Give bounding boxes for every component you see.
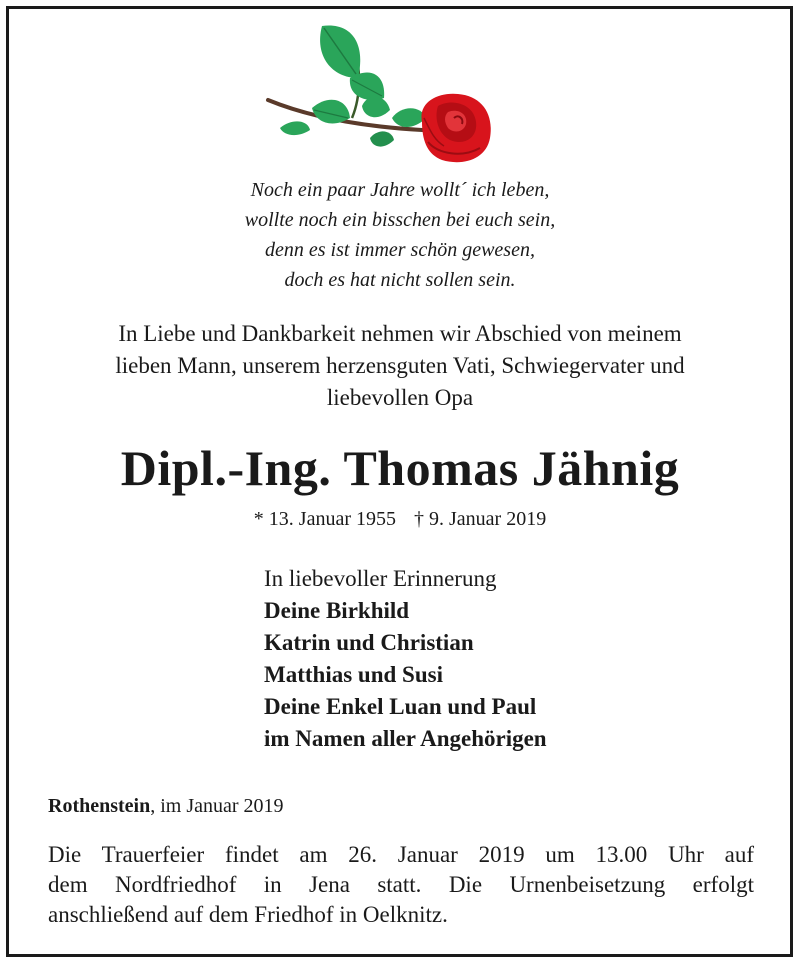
funeral-line-text: Die Trauerfeier findet am 26. Januar 2019 um 13.00 Uhr auf [48, 842, 754, 867]
life-dates [0, 505, 800, 533]
funeral-line-text: dem Nordfriedhof in Jena statt. Die Urnenbeisetzung erfolgt [48, 872, 754, 897]
signer-name: Deine Birkhild [264, 598, 410, 623]
red-rose-icon [262, 14, 522, 174]
signer-name: Deine Enkel Luan und Paul [264, 694, 537, 719]
funeral-line-text: anschließend auf dem Friedhof in Oelknitz. [48, 902, 448, 927]
signers-heading: In liebevoller Erinnerung [264, 566, 497, 591]
intro-line: lieben Mann, unserem herzensguten Vati, Schwiegervater und [115, 353, 685, 378]
poem-line: wollte noch ein bisschen bei euch sein, [244, 209, 556, 231]
place-date: , im Januar 2019 [150, 795, 284, 817]
memorial-poem [0, 175, 800, 295]
place-town: Rothenstein [48, 795, 151, 817]
poem-line: Noch ein paar Jahre wollt´ ich leben, [250, 179, 550, 201]
poem-line: denn es ist immer schön gewesen, [265, 239, 535, 261]
signer-name: im Namen aller Angehörigen [264, 726, 547, 751]
death-date: † 9. Januar 2019 [414, 508, 547, 530]
funeral-line [48, 840, 754, 870]
intro-line: In Liebe und Dankbarkeit nehmen wir Abschied von meinem [118, 321, 682, 346]
intro-line: liebevollen Opa [326, 385, 474, 410]
signer-name: Matthias und Susi [264, 662, 443, 687]
signer-name: Katrin und Christian [264, 630, 474, 655]
deceased-name: Dipl.-Ing. Thomas Jähnig [120, 440, 680, 496]
birth-date: * 13. Januar 1955 [253, 508, 396, 530]
poem-line: doch es hat nicht sollen sein. [284, 269, 516, 291]
funeral-line [48, 870, 754, 900]
farewell-text [0, 318, 800, 414]
signers-block [264, 563, 547, 755]
funeral-info [48, 840, 754, 930]
place-and-date [48, 792, 284, 820]
funeral-line [48, 900, 754, 930]
